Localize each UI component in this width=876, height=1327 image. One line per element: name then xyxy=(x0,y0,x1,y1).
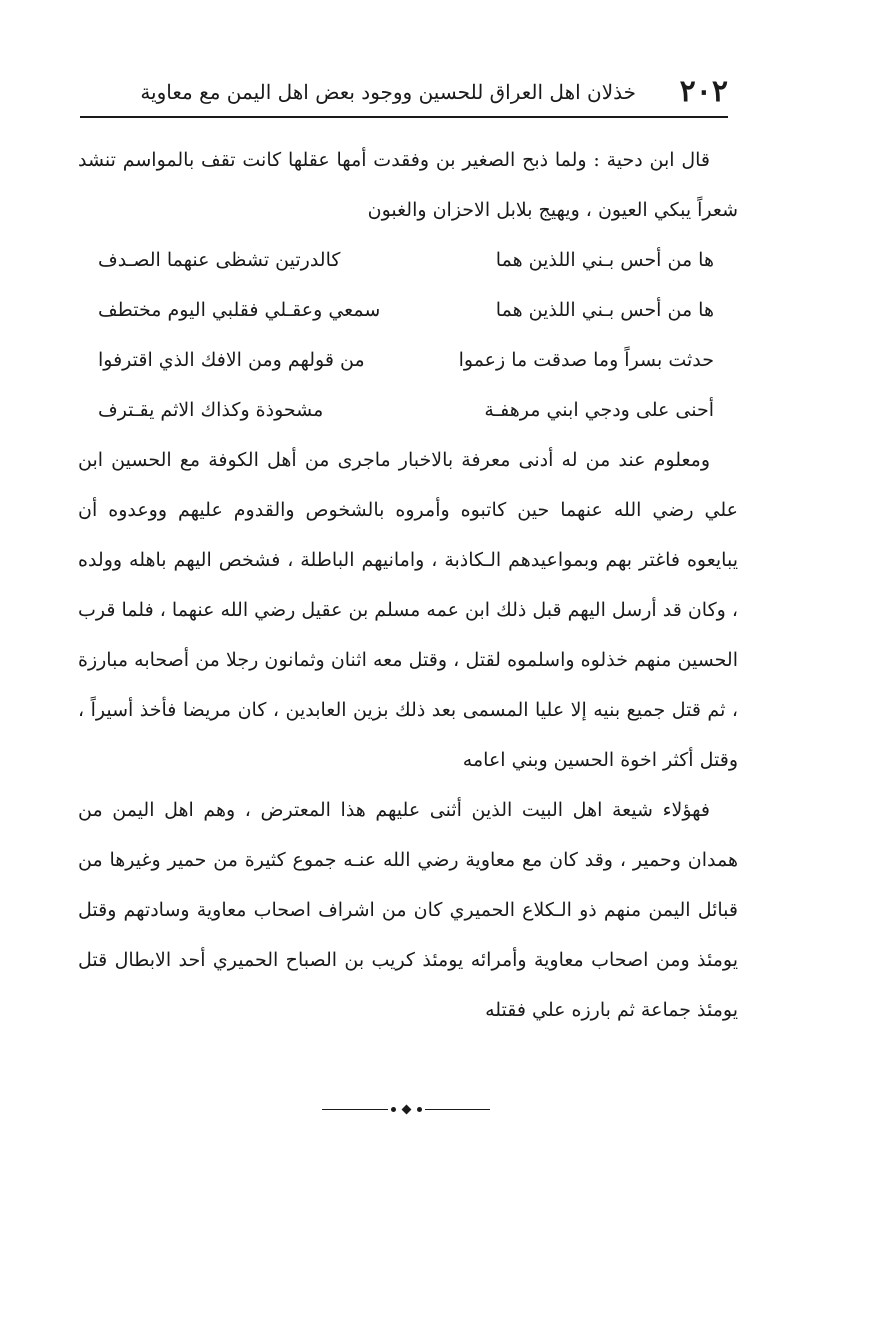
poem-verse xyxy=(78,335,738,385)
poem-verse xyxy=(78,285,738,335)
poem-verse xyxy=(78,385,738,435)
ornament-rule-left xyxy=(425,1109,491,1110)
verse-first-hemistich: ها من أحس بـني اللذين هما xyxy=(495,249,714,271)
paragraph-intro: قال ابن دحية : ولما ذبح الصغير بن وفقدت أمها عقلها كانت تقف بالمواسم تنشد شعراً يبكي العيون ، ويهيج بلابل الاحزان والغبون xyxy=(78,149,738,221)
page-header xyxy=(80,72,728,118)
verse-first-hemistich: حدثت بسراً وما صدقت ما زعموا xyxy=(458,349,714,371)
verse-first-hemistich: أحنى على ودجي ابني مرهفـة xyxy=(484,399,714,421)
verse-second-hemistich: كالدرتين تشظى عنهما الصـدف xyxy=(98,249,341,271)
page-body xyxy=(78,135,738,1035)
paragraph-kufa: ومعلوم عند من له أدنى معرفة بالاخبار ماجرى من أهل الكوفة مع الحسين ابن علي رضي الله عنهما حين كاتبوه وأمروه بالشخوص والقدوم عليهم ووعدوه أن يبايعوه فاغتر بهم وبمواعيدهم الـكاذبة ، وامانيهم الباطلة ، فشخص اليهم باهله وولده ، وكان قد أرسل اليهم قبل ذلك ابن عمه مسلم بن عقيل رضي الله عنهما ، فلما قرب الحسين منهم خذلوه واسلموه لقتل ، وقتل معه اثنان وثمانون رجلا من أصحابه مبارزة ، ثم قتل جميع بنيه إلا عليا المسمى بعد ذلك بزين العابدين ، كان مريضا فأخذ أسيراً ، وقتل أكثر اخوة الحسين وبني اعامه xyxy=(78,449,738,771)
end-ornament xyxy=(322,1104,490,1114)
poem-verse xyxy=(78,235,738,285)
poem xyxy=(78,235,738,435)
ornament-rule-right xyxy=(322,1109,388,1110)
verse-second-hemistich: مشحوذة وكذاك الاثم يقـترف xyxy=(98,399,324,421)
verse-second-hemistich: سمعي وعقـلي فقلبي اليوم مختطف xyxy=(98,299,381,321)
ornament-dot xyxy=(417,1107,422,1112)
running-title: خذلان اهل العراق للحسين ووجود بعض اهل اليمن مع معاوية xyxy=(140,80,636,104)
verse-second-hemistich: من قولهم ومن الافك الذي اقترفوا xyxy=(98,349,365,371)
page-number: ٢٠٢ xyxy=(679,74,728,109)
paragraph-yemen: فهؤلاء شيعة اهل البيت الذين أثنى عليهم هذا المعترض ، وهم اهل اليمن من همدان وحمير ، وقد كان مع معاوية رضي الله عنـه جموع كثيرة من حمير وغيرها من قبائل اليمن منهم ذو الـكلاع الحميري كان من اشراف اصحاب معاوية وسادتهم وقتل يومئذ ومن اصحاب معاوية وأمرائه يومئذ كريب بن الصباح الحميري أحد الابطال قتل يومئذ جماعة ثم بارزه علي فقتله xyxy=(78,799,738,1021)
verse-first-hemistich: ها من أحس بـني اللذين هما xyxy=(495,299,714,321)
ornament-diamond xyxy=(401,1104,411,1114)
ornament-dot xyxy=(391,1107,396,1112)
